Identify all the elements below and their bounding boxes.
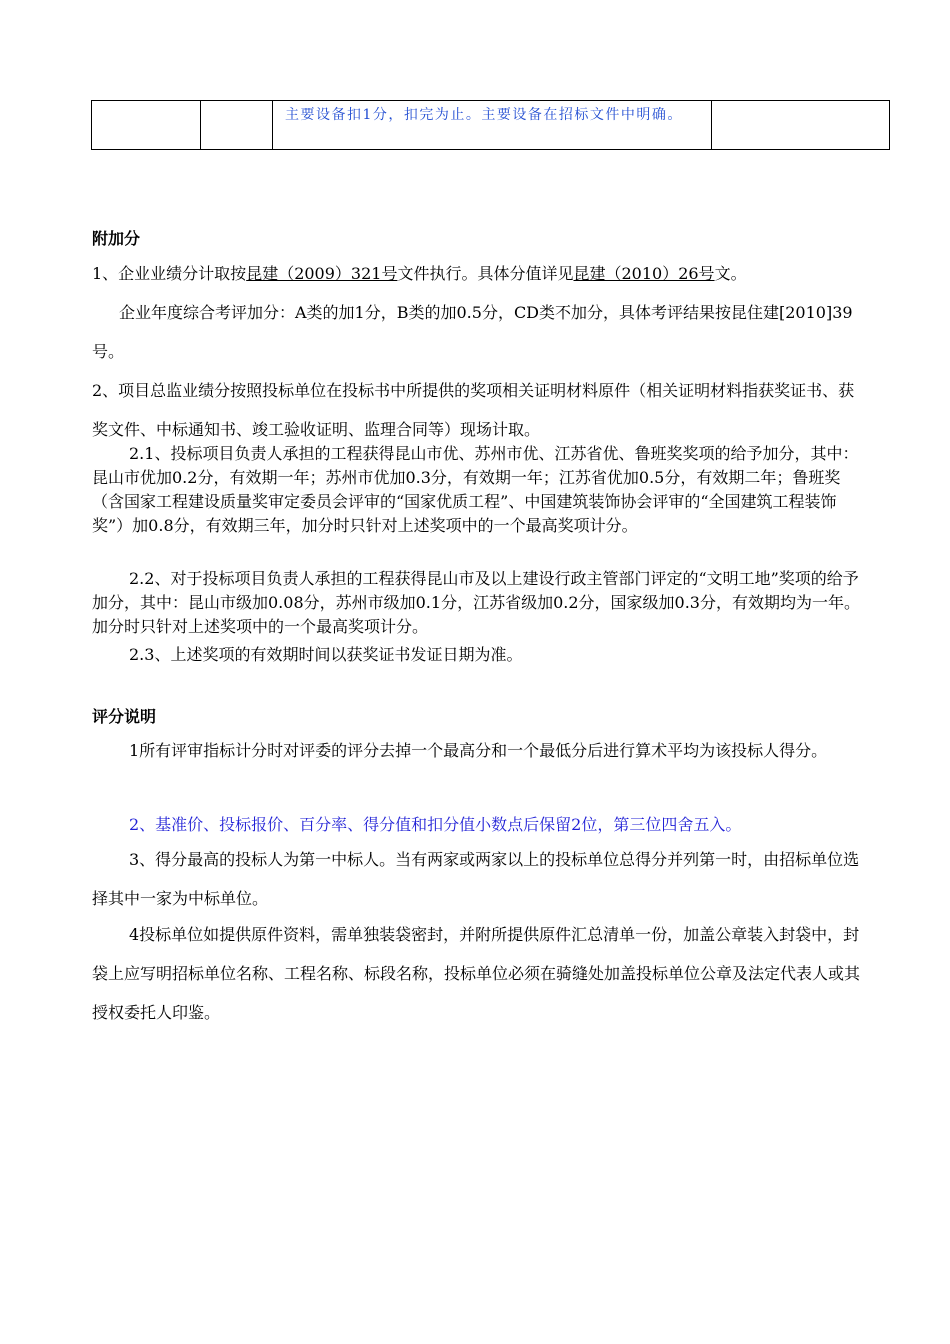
text-segment: 文件执行。具体分值详见 [397, 264, 574, 283]
bonus-paragraph-2-1: 2.1、投标项目负责人承担的工程获得昆山市优、苏州市优、江苏省优、鲁班奖奖项的给予加分，其中：昆山市优加0.2分，有效期一年；苏州市优加0.3分，有效期一年；江苏省优加0.5分，有效期二年；鲁班奖（含国家工程建设质量奖审定委员会评审的“国家优质工程”、中国建筑装饰协会评审的“全国建筑工程装饰奖”）加0.8分，有效期三年，加分时只针对上述奖项中的一个最高奖项计分。 [92, 444, 859, 535]
criteria-text: 主要设备扣1分，扣完为止。主要设备在招标文件中明确。 [285, 107, 683, 123]
scoring-paragraph-3: 3、得分最高的投标人为第一中标人。当有两家或两家以上的投标单位总得分并列第一时，由招标单位选择其中一家为中标单位。 [92, 850, 860, 908]
scoring-table-fragment [91, 100, 890, 150]
table-cell [712, 101, 890, 150]
bonus-paragraph-1 [92, 254, 872, 293]
document-reference: 昆建（2010）26号 [573, 264, 715, 283]
document-reference: 昆建（2009）321号 [246, 264, 398, 283]
scoring-paragraph-4: 4投标单位如提供原件资料，需单独装袋密封，并附所提供原件汇总清单一份，加盖公章装入封袋中，封袋上应写明招标单位名称、工程名称、标段名称，投标单位必须在骑缝处加盖投标单位公章及法定代表人或其授权委托人印鉴。 [92, 925, 861, 1022]
table-row [92, 101, 890, 150]
text-segment: 1、企业业绩分计取按 [92, 264, 247, 283]
bonus-paragraph-2-2: 2.2、对于投标项目负责人承担的工程获得昆山市及以上建设行政主管部门评定的“文明工地”奖项的给予加分，其中：昆山市级加0.08分，苏州市级加0.1分，江苏省级加0.2分，国家级加0.3分，有效期均为一年。加分时只针对上述奖项中的一个最高奖项计分。 [92, 569, 860, 636]
table-cell [201, 101, 273, 150]
bonus-paragraph-2: 企业年度综合考评加分：A类的加1分，B类的加0.5分，CD类不加分，具体考评结果按昆住建[2010]39号。 [92, 303, 853, 361]
table-cell-criteria [273, 101, 712, 150]
scoring-paragraph-1: 1所有评审指标计分时对评委的评分去掉一个最高分和一个最低分后进行算术平均为该投标人得分。 [129, 741, 828, 760]
section-heading-bonus: 附加分 [92, 229, 141, 248]
table-cell [92, 101, 201, 150]
section-heading-scoring: 评分说明 [92, 707, 157, 726]
scoring-paragraph-2: 2、基准价、投标报价、百分率、得分值和扣分值小数点后保留2位，第三位四舍五入。 [129, 815, 742, 834]
bonus-paragraph-3: 2、项目总监业绩分按照投标单位在投标书中所提供的奖项相关证明材料原件（相关证明材料指获奖证书、获奖文件、中标通知书、竣工验收证明、监理合同等）现场计取。 [92, 381, 855, 439]
bonus-paragraph-2-3: 2.3、上述奖项的有效期时间以获奖证书发证日期为准。 [129, 645, 523, 664]
text-segment: 文。 [714, 264, 747, 283]
